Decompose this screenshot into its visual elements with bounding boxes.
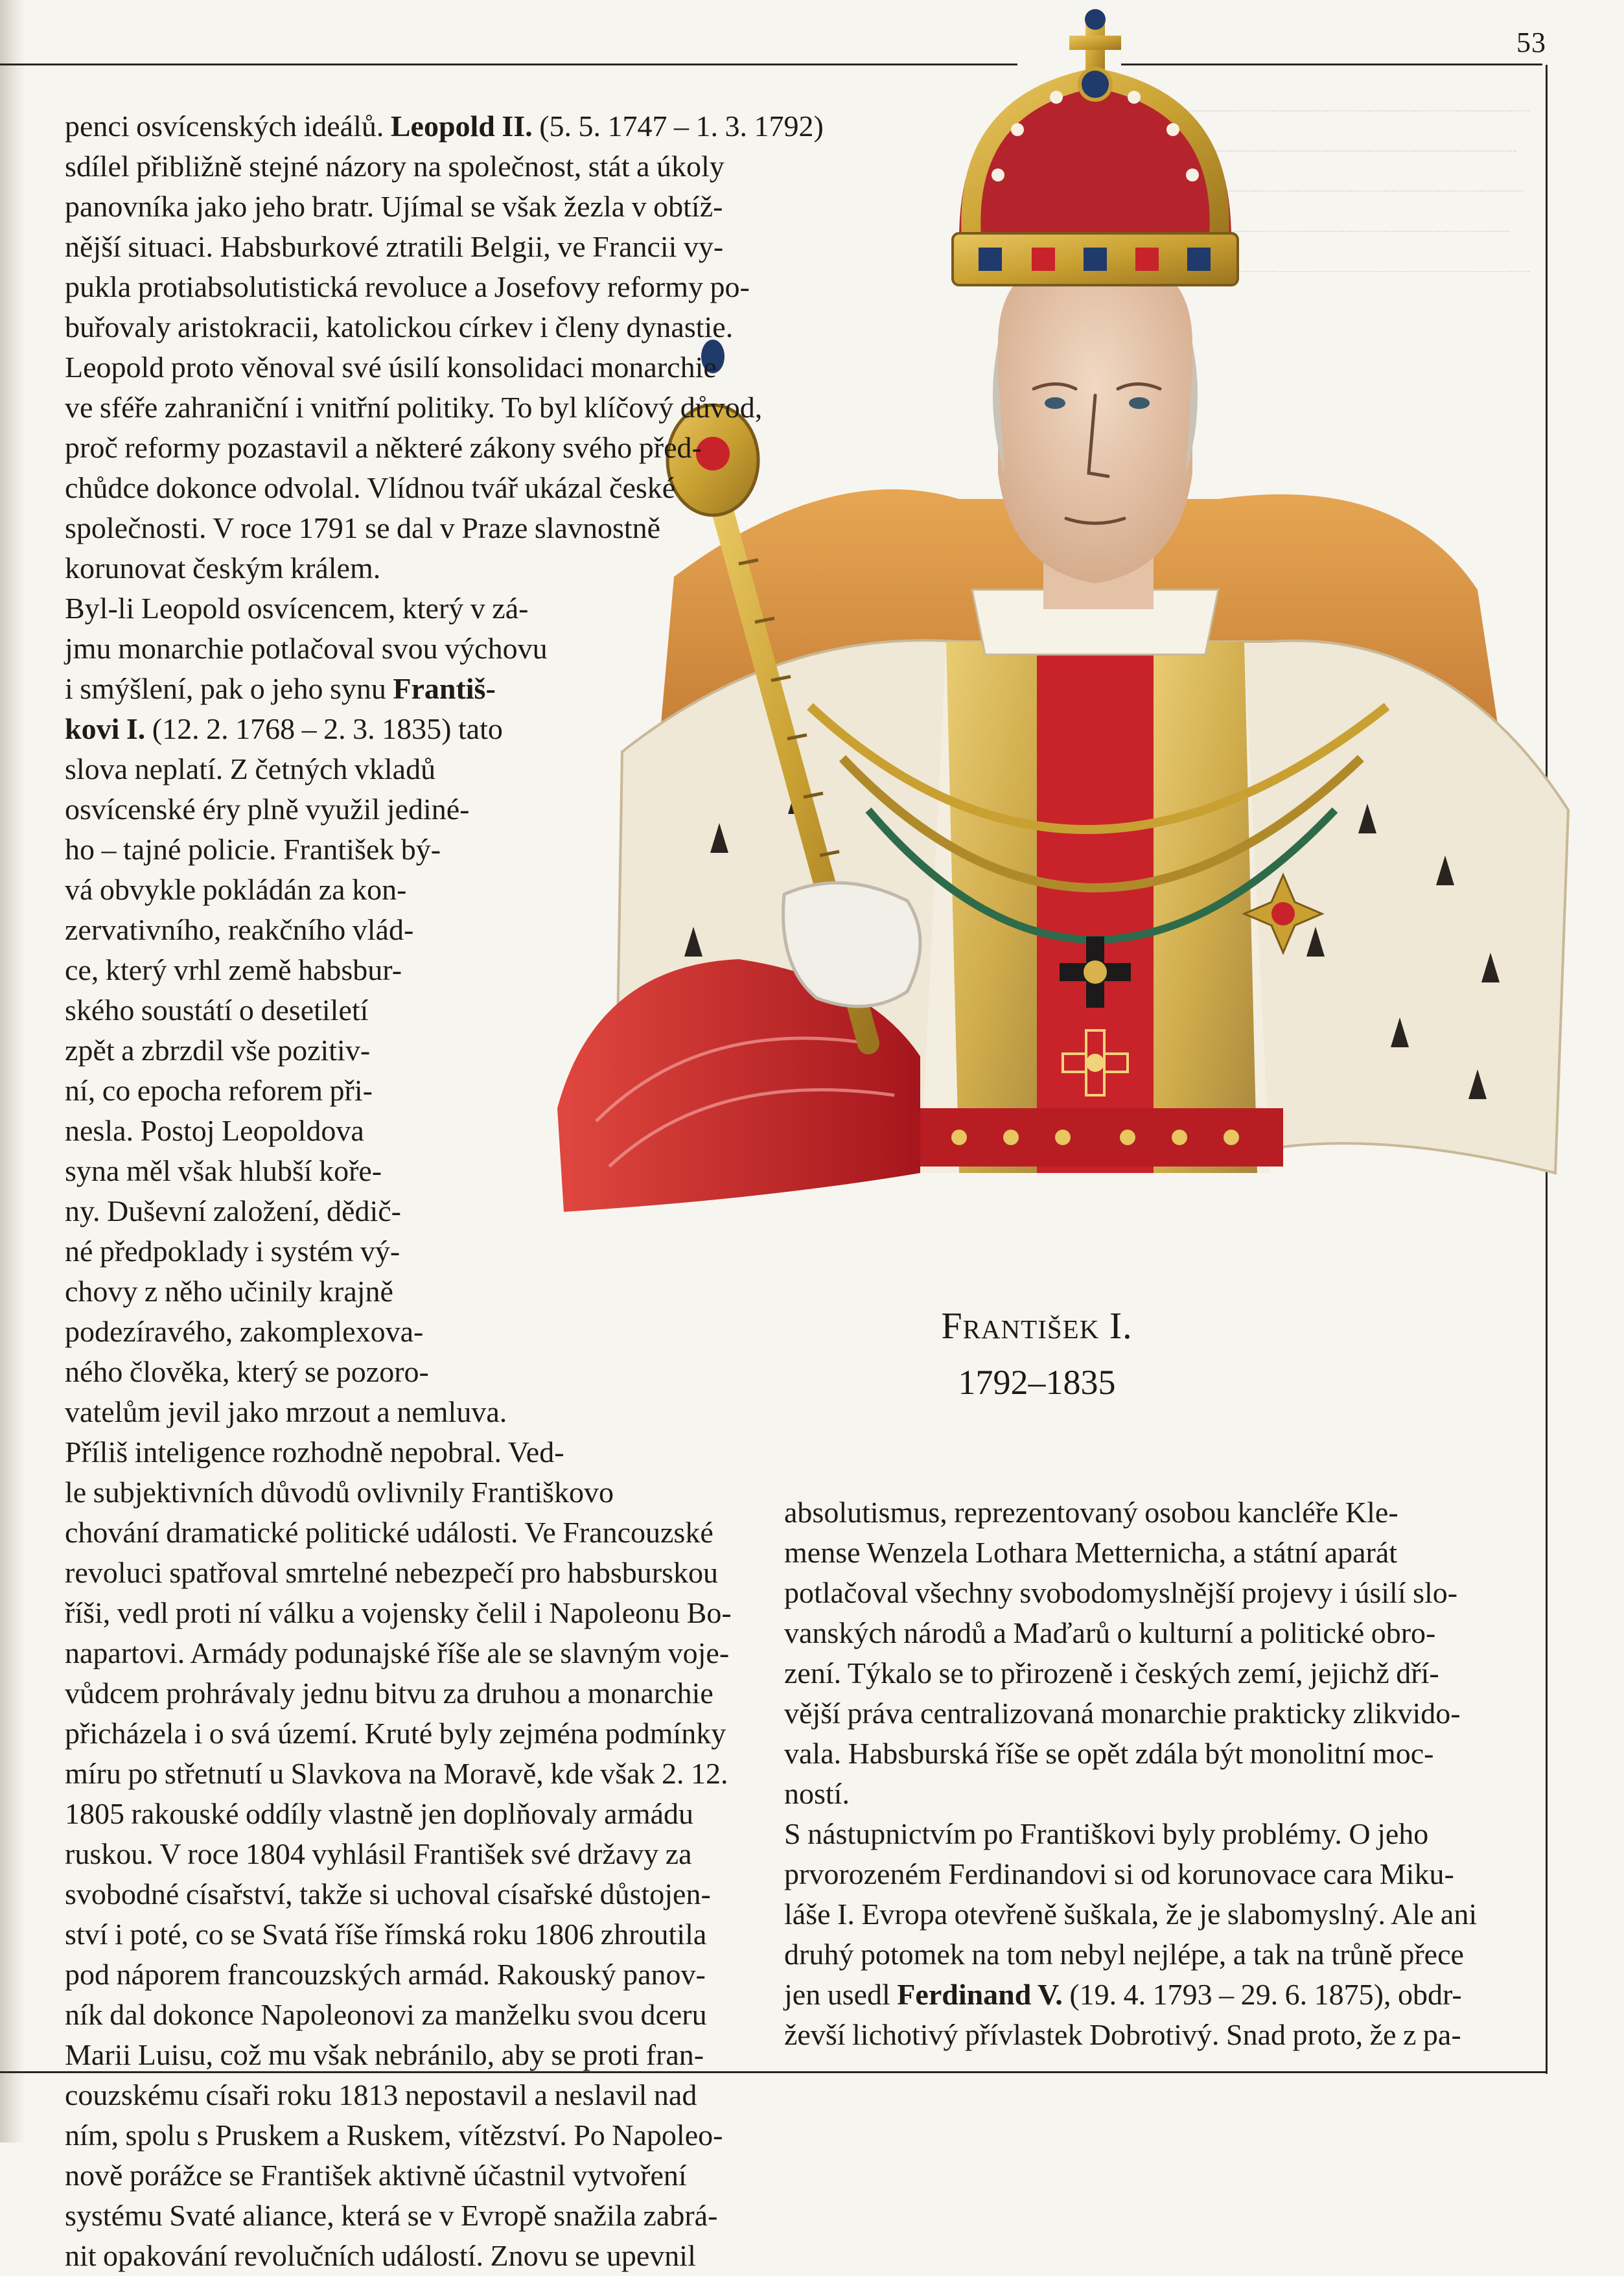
- text-run: ského soustátí o desetiletí: [65, 993, 369, 1027]
- text-run: prvorozeném Ferdinandovi si od korunovace cara Miku-: [784, 1857, 1454, 1890]
- left-column-text: [65, 106, 824, 2276]
- text-line: [65, 1392, 824, 1432]
- text-line: [784, 1573, 1477, 1613]
- text-run: korunovat českým králem.: [65, 552, 381, 585]
- text-run: buřovaly aristokracii, katolickou církev i členy dynastie.: [65, 310, 734, 343]
- text-line: [784, 2015, 1477, 2055]
- bold-name: Ferdinand V.: [897, 1978, 1063, 2011]
- text-run: nesla. Postoj Leopoldova: [65, 1114, 364, 1147]
- text-run: ve sféře zahraniční i vnitřní politiky. To byl klíčový důvod,: [65, 391, 763, 424]
- text-run: jmu monarchie potlačoval svou výchovu: [65, 632, 548, 665]
- text-line: [65, 1955, 824, 1995]
- text-line: [65, 2075, 824, 2115]
- text-line: [65, 709, 824, 749]
- text-line: [784, 1653, 1477, 1693]
- text-run: (19. 4. 1793 – 29. 6. 1875), obdr-: [1062, 1978, 1462, 2011]
- text-line: [65, 1191, 824, 1231]
- text-run: svobodné císařství, takže si uchoval císařské důstojen-: [65, 1877, 711, 1910]
- text-line: [65, 2155, 824, 2196]
- text-line: [65, 588, 824, 629]
- text-run: ževší lichotivý přívlastek Dobrotivý. Snad proto, že z pa-: [784, 2018, 1461, 2051]
- text-run: říši, vedl proti ní válku a vojensky čelil i Napoleonu Bo-: [65, 1596, 732, 1629]
- text-run: vala. Habsburská říše se opět zdála být monolitní moc-: [784, 1737, 1434, 1770]
- text-line: [65, 388, 824, 428]
- crown-orb: [1080, 69, 1111, 100]
- text-run: vá obvykle pokládán za kon-: [65, 873, 407, 906]
- text-run: S nástupnictvím po Františkovi byly problémy. O jeho: [784, 1817, 1429, 1850]
- text-line: [65, 1231, 824, 1272]
- text-line: [65, 830, 824, 870]
- text-line: [784, 1734, 1477, 1774]
- text-line: [65, 669, 824, 709]
- text-run: (5. 5. 1747 – 1. 3. 1792): [532, 110, 824, 143]
- text-line: [65, 508, 824, 548]
- text-run: potlačoval všechny svobodomyslnější projevy i úsilí slo-: [784, 1576, 1458, 1609]
- text-run: ní, co epocha reforem při-: [65, 1074, 373, 1107]
- text-line: [65, 548, 824, 588]
- text-line: [65, 1553, 824, 1593]
- text-run: nit opakování revolučních událostí. Znovu se upevnil: [65, 2239, 696, 2272]
- text-run: ného člověka, který se pozoro-: [65, 1355, 429, 1388]
- text-run: podezíravého, zakomplexova-: [65, 1315, 424, 1348]
- text-line: [784, 1492, 1477, 1533]
- text-line: [65, 1834, 824, 1874]
- text-run: ností.: [784, 1777, 850, 1810]
- text-line: [65, 1352, 824, 1392]
- text-run: mense Wenzela Lothara Metternicha, a státní aparát: [784, 1536, 1398, 1569]
- text-line: [784, 1774, 1477, 1814]
- text-line: [65, 187, 824, 227]
- text-run: absolutismus, reprezentovaný osobou kancléře Kle-: [784, 1496, 1398, 1529]
- text-line: [65, 267, 824, 307]
- text-line: [784, 1934, 1477, 1975]
- text-run: míru po střetnutí u Slavkova na Moravě, kde však 2. 12.: [65, 1757, 728, 1790]
- text-run: pod náporem francouzských armád. Rakouský panov-: [65, 1958, 706, 1991]
- text-line: [65, 2236, 824, 2276]
- text-run: osvícenské éry plně využil jediné-: [65, 793, 470, 826]
- text-run: (12. 2. 1768 – 2. 3. 1835) tato: [145, 712, 503, 745]
- text-line: [65, 950, 824, 990]
- text-line: [784, 1975, 1477, 2015]
- text-run: penci osvícenských ideálů.: [65, 110, 391, 143]
- text-run: né předpoklady i systém vý-: [65, 1235, 400, 1268]
- text-line: [65, 106, 824, 146]
- text-run: zervativního, reakčního vlád-: [65, 913, 414, 946]
- face: [998, 253, 1192, 583]
- bold-name: Leopold II.: [390, 110, 533, 143]
- text-run: proč reformy pozastavil a některé zákony svého před-: [65, 431, 702, 464]
- text-run: zpět a zbrzdil vše pozitiv-: [65, 1034, 371, 1067]
- text-line: [784, 1613, 1477, 1653]
- text-run: systému Svaté aliance, která se v Evropě snažila zabrá-: [65, 2199, 718, 2232]
- text-run: vatelům jevil jako mrzout a nemluva.: [65, 1395, 507, 1428]
- text-run: vější práva centralizovaná monarchie prakticky zlikvido-: [784, 1697, 1461, 1730]
- text-run: ho – tajné policie. František bý-: [65, 833, 441, 866]
- text-run: ník dal dokonce Napoleonovi za manželku svou dceru: [65, 1998, 707, 2031]
- bold-name: Františ-: [393, 672, 496, 705]
- text-run: zení. Týkalo se to přirozeně i českých zemí, jejichž dří-: [784, 1656, 1439, 1690]
- text-run: slova neplatí. Z četných vkladů: [65, 752, 436, 785]
- bold-name: kovi I.: [65, 712, 146, 745]
- caption-name: František I.: [941, 1305, 1133, 1347]
- text-run: Byl-li Leopold osvícencem, který v zá-: [65, 592, 529, 625]
- text-line: [65, 1713, 824, 1754]
- text-line: [784, 1814, 1477, 1854]
- text-run: druhý potomek na tom nebyl nejlépe, a tak na trůně přece: [784, 1938, 1464, 1971]
- text-run: Marii Luisu, což mu však nebránilo, aby se proti fran-: [65, 2038, 704, 2071]
- text-run: chovy z něho učinily krajně: [65, 1275, 393, 1308]
- text-line: [65, 307, 824, 347]
- caption-years: 1792–1835: [958, 1363, 1116, 1402]
- portrait-caption: [901, 1303, 1173, 1411]
- text-run: chůdce dokonce odvolal. Vlídnou tvář ukázal české: [65, 471, 676, 504]
- text-line: [65, 990, 824, 1030]
- text-run: jen usedl: [784, 1978, 898, 2011]
- text-run: Leopold proto věnoval své úsilí konsolidaci monarchie: [65, 351, 717, 384]
- text-line: [65, 1272, 824, 1312]
- text-run: couzskému císaři roku 1813 nepostavil a neslavil nad: [65, 2078, 697, 2111]
- text-line: [65, 629, 824, 669]
- text-run: ny. Duševní založení, dědič-: [65, 1194, 401, 1227]
- text-line: [65, 1030, 824, 1071]
- text-line: [65, 870, 824, 910]
- text-run: nější situaci. Habsburkové ztratili Belgii, ve Francii vy-: [65, 230, 724, 263]
- text-line: [784, 1693, 1477, 1734]
- text-line: [65, 1111, 824, 1151]
- text-run: ství i poté, co se Svatá říše římská roku 1806 zhroutila: [65, 1918, 707, 1951]
- text-line: [65, 1513, 824, 1553]
- text-run: ruskou. V roce 1804 vyhlásil František své državy za: [65, 1837, 692, 1870]
- text-line: [65, 1754, 824, 1794]
- text-line: [65, 2115, 824, 2155]
- text-line: [65, 146, 824, 187]
- text-run: napartovi. Armády podunajské říše ale se slavným voje-: [65, 1636, 730, 1669]
- text-run: přicházela i o svá území. Kruté byly zejména podmínky: [65, 1717, 726, 1750]
- text-run: i smýšlení, pak o jeho synu: [65, 672, 393, 705]
- text-line: [65, 1593, 824, 1633]
- text-line: [65, 1432, 824, 1472]
- text-run: vůdcem prohrávaly jednu bitvu za druhou a monarchie: [65, 1677, 713, 1710]
- text-line: [65, 1472, 824, 1513]
- text-run: ním, spolu s Pruskem a Ruskem, vítězství. Po Napoleo-: [65, 2119, 723, 2152]
- text-line: [65, 227, 824, 267]
- text-line: [65, 468, 824, 508]
- text-run: sdílel přibližně stejné názory na společnost, stát a úkoly: [65, 150, 725, 183]
- text-line: [65, 1794, 824, 1834]
- text-line: [65, 2196, 824, 2236]
- text-run: le subjektivních důvodů ovlivnily Františkovo: [65, 1476, 614, 1509]
- text-run: ce, který vrhl země habsbur-: [65, 953, 402, 986]
- text-line: [65, 428, 824, 468]
- text-line: [784, 1533, 1477, 1573]
- text-line: [65, 347, 824, 388]
- text-line: [65, 1995, 824, 2035]
- text-line: [65, 1914, 824, 1955]
- text-line: [65, 1151, 824, 1191]
- text-run: Příliš inteligence rozhodně nepobral. Ved-: [65, 1435, 564, 1469]
- text-run: pukla protiabsolutistická revoluce a Josefovy reformy po-: [65, 270, 750, 303]
- right-column-text: [784, 1492, 1477, 2055]
- text-line: [65, 1673, 824, 1713]
- text-run: panovníka jako jeho bratr. Ujímal se však žezla v obtíž-: [65, 190, 723, 223]
- text-line: [65, 1071, 824, 1111]
- text-run: vanských národů a Maďarů o kulturní a politické obro-: [784, 1616, 1436, 1649]
- text-line: [65, 789, 824, 830]
- book-spine-shadow: [0, 0, 26, 2142]
- text-run: nově porážce se František aktivně účastnil vytvoření: [65, 2159, 687, 2192]
- text-run: chování dramatické politické události. Ve Francouzské: [65, 1516, 713, 1549]
- text-line: [65, 1633, 824, 1673]
- text-line: [65, 1874, 824, 1914]
- text-line: [65, 2035, 824, 2075]
- text-run: láše I. Evropa otevřeně šuškala, že je slabomyslný. Ale ani: [784, 1898, 1478, 1931]
- text-line: [784, 1894, 1477, 1934]
- text-line: [65, 1312, 824, 1352]
- text-line: [65, 749, 824, 789]
- text-line: [65, 910, 824, 950]
- text-run: 1805 rakouské oddíly vlastně jen doplňovaly armádu: [65, 1797, 694, 1830]
- text-line: [784, 1854, 1477, 1894]
- text-run: společnosti. V roce 1791 se dal v Praze slavnostně: [65, 511, 661, 544]
- page-number: 53: [1516, 27, 1546, 58]
- text-run: revoluci spatřoval smrtelné nebezpečí pro habsburskou: [65, 1556, 718, 1589]
- text-run: syna měl však hlubší koře-: [65, 1154, 382, 1187]
